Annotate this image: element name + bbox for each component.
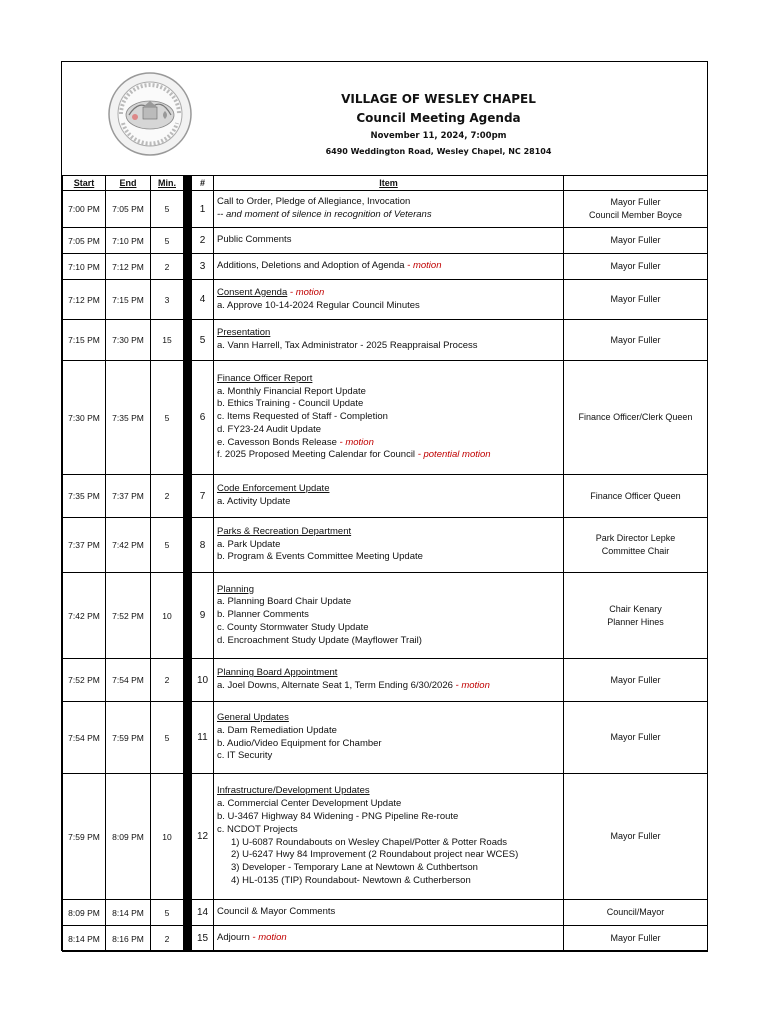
agenda-item-line: [217, 862, 563, 875]
separator-bar: [184, 475, 192, 518]
start-time: 7:00 PM: [63, 191, 106, 228]
agenda-item: [214, 361, 564, 475]
agenda-item-text: Additions, Deletions and Adoption of Agenda: [217, 260, 408, 272]
agenda-item-text: a. Dam Remediation Update: [217, 724, 337, 736]
agenda-item-text: Consent Agenda: [217, 286, 288, 298]
duration-minutes: 2: [151, 254, 184, 280]
agenda-item: [214, 518, 564, 573]
agenda-item-line: [217, 526, 563, 539]
presenter: [564, 774, 708, 900]
separator-bar: [184, 191, 192, 228]
agenda-item-text: a. Approve 10-14-2024 Regular Council Minutes: [217, 299, 420, 311]
presenter-name: Mayor Fuller: [610, 831, 661, 841]
agenda-item-line: [217, 551, 563, 564]
presenter-name: Mayor Fuller: [610, 294, 661, 304]
start-time: 7:12 PM: [63, 280, 106, 320]
agenda-row: [63, 475, 708, 518]
agenda-item-text: Infrastructure/Development Updates: [217, 785, 370, 797]
duration-minutes: 5: [151, 518, 184, 573]
item-number: 12: [192, 774, 214, 900]
agenda-item-line: [217, 932, 563, 945]
presenter: [564, 191, 708, 228]
agenda-item-line: [217, 411, 563, 424]
agenda-item-line: [217, 849, 563, 862]
agenda-item-line: [217, 622, 563, 635]
start-time: 8:14 PM: [63, 926, 106, 952]
agenda-item-line: [217, 584, 563, 597]
duration-minutes: 5: [151, 702, 184, 774]
separator-bar: [184, 900, 192, 926]
agenda-item: [214, 926, 564, 952]
agenda-item-line: [217, 260, 563, 273]
presenter-name: Council/Mayor: [606, 907, 665, 917]
item-number: 14: [192, 900, 214, 926]
agenda-row: [63, 228, 708, 254]
start-time: 7:05 PM: [63, 228, 106, 254]
agenda-item-text: Parks & Recreation Department: [217, 525, 352, 537]
agenda-item-line: [217, 340, 563, 353]
separator-bar: [184, 228, 192, 254]
presenter-name: Mayor Fuller: [610, 235, 661, 245]
item-number: 6: [192, 361, 214, 475]
end-time: 7:42 PM: [106, 518, 151, 573]
agenda-row: [63, 926, 708, 952]
start-time: 7:37 PM: [63, 518, 106, 573]
agenda-item-text: d. Encroachment Study Update (Mayflower Trail): [217, 634, 422, 646]
item-number: 2: [192, 228, 214, 254]
agenda-item-text: b. U-3467 Highway 84 Widening - PNG Pipeline Re-route: [217, 810, 459, 822]
agenda-row: [63, 774, 708, 900]
agenda-table: [62, 175, 708, 952]
item-number: 5: [192, 320, 214, 361]
presenter: [564, 361, 708, 475]
separator-bar: [184, 926, 192, 952]
agenda-item-line: [217, 483, 563, 496]
duration-minutes: 10: [151, 774, 184, 900]
duration-minutes: 5: [151, 228, 184, 254]
agenda-item-line: [217, 437, 563, 450]
meeting-address: 6490 Weddington Road, Wesley Chapel, NC 28104: [325, 147, 552, 156]
end-time: 7:54 PM: [106, 659, 151, 702]
presenter: [564, 254, 708, 280]
agenda-item-text: 2) U-6247 Hwy 84 Improvement (2 Roundabout project near WCES): [231, 849, 519, 861]
separator-bar: [184, 702, 192, 774]
agenda-item-text: a. Activity Update: [217, 496, 291, 507]
agenda-item-text: Council & Mayor Comments: [217, 906, 336, 918]
agenda-item-line: [217, 287, 563, 300]
presenter-name: Committee Chair: [601, 546, 670, 556]
agenda-item-text: Call to Order, Pledge of Allegiance, Invocation: [217, 196, 411, 208]
agenda-item-line: [217, 496, 563, 509]
agenda-item: [214, 320, 564, 361]
presenter: [564, 573, 708, 659]
presenter-name: Mayor Fuller: [610, 261, 661, 271]
agenda-item-text: b. Program & Events Committee Meeting Update: [217, 551, 423, 563]
agenda-item-text: a. Joel Downs, Alternate Seat 1, Term Ending 6/30/2026: [217, 680, 456, 691]
start-time: 7:54 PM: [63, 702, 106, 774]
agenda-item-line: [217, 300, 563, 313]
presenter-name: Chair Kenary: [609, 603, 662, 614]
agenda-item-text: a. Planning Board Chair Update: [217, 596, 352, 608]
start-time: 7:52 PM: [63, 659, 106, 702]
column-item-header: Item: [214, 176, 564, 191]
agenda-item-text: 3) Developer - Temporary Lane at Newtown & Cuthbertson: [231, 862, 478, 874]
presenter: [564, 280, 708, 320]
agenda-row: [63, 900, 708, 926]
agenda-item-line: [217, 449, 563, 462]
presenter-name: Finance Officer Queen: [590, 490, 681, 501]
agenda-item-line: [217, 667, 563, 680]
agenda-item-line: [217, 373, 563, 386]
end-time: 7:15 PM: [106, 280, 151, 320]
presenter: [564, 475, 708, 518]
motion-label: - motion: [339, 436, 374, 448]
agenda-item-line: [217, 196, 563, 209]
motion-label: - motion: [252, 932, 287, 944]
village-title: VILLAGE OF WESLEY CHAPEL: [341, 92, 536, 106]
agenda-item-line: [217, 635, 563, 648]
duration-minutes: 2: [151, 659, 184, 702]
agenda-item-text: a. Vann Harrell, Tax Administrator - 2025 Reappraisal Process: [217, 340, 478, 351]
end-time: 7:05 PM: [106, 191, 151, 228]
agenda-item-line: [217, 824, 563, 837]
item-number: 10: [192, 659, 214, 702]
duration-minutes: 5: [151, 361, 184, 475]
agenda-item: [214, 573, 564, 659]
presenter-name: Mayor Fuller: [610, 334, 661, 345]
agenda-item-text: d. FY23-24 Audit Update: [217, 423, 322, 435]
agenda-item-line: [217, 837, 563, 850]
item-number: 15: [192, 926, 214, 952]
agenda-item-text: Planning: [217, 583, 254, 595]
presenter-name: Mayor Fuller: [610, 933, 661, 943]
column-number-header: #: [192, 176, 214, 191]
agenda-item-line: [217, 712, 563, 725]
agenda-row: [63, 361, 708, 475]
agenda-item-line: [217, 539, 563, 552]
column-start-header: Start: [63, 176, 106, 191]
presenter-name: Mayor Fuller: [610, 197, 661, 207]
agenda-item-line: [217, 798, 563, 811]
separator-bar: [184, 176, 192, 191]
agenda-item-line: [217, 209, 563, 222]
agenda-item-text: b. Planner Comments: [217, 609, 309, 621]
agenda-item: [214, 702, 564, 774]
duration-minutes: 5: [151, 900, 184, 926]
agenda-header-row: [63, 176, 708, 191]
agenda-sheet: [61, 61, 708, 951]
separator-bar: [184, 280, 192, 320]
agenda-item: [214, 228, 564, 254]
agenda-item-line: [217, 680, 563, 693]
presenter-name: Mayor Fuller: [610, 732, 661, 742]
separator-bar: [184, 573, 192, 659]
agenda-row: [63, 320, 708, 361]
agenda-item-line: [217, 398, 563, 411]
agenda-item-text: Public Comments: [217, 234, 292, 246]
end-time: 8:16 PM: [106, 926, 151, 952]
agenda-item: [214, 475, 564, 518]
agenda-item: [214, 774, 564, 900]
column-presenter-header: [564, 176, 708, 191]
separator-bar: [184, 320, 192, 361]
agenda-item-text: b. Audio/Video Equipment for Chamber: [217, 737, 382, 749]
presenter: [564, 926, 708, 952]
end-time: 8:14 PM: [106, 900, 151, 926]
agenda-item-line: [217, 750, 563, 763]
agenda-item-line: [217, 811, 563, 824]
presenter: [564, 659, 708, 702]
presenter: [564, 702, 708, 774]
agenda-row: [63, 280, 708, 320]
duration-minutes: 5: [151, 191, 184, 228]
end-time: 7:10 PM: [106, 228, 151, 254]
agenda-item-line: [217, 785, 563, 798]
motion-label: - motion: [407, 260, 442, 272]
agenda-item-line: [217, 725, 563, 738]
column-end-header: End: [106, 176, 151, 191]
agenda-item-text: e. Cavesson Bonds Release: [217, 436, 340, 448]
agenda-item-text: General Updates: [217, 711, 289, 723]
meeting-date: November 11, 2024, 7:00pm: [370, 131, 507, 141]
presenter: [564, 228, 708, 254]
agenda-row: [63, 518, 708, 573]
agenda-item-line: [217, 424, 563, 437]
agenda-row: [63, 702, 708, 774]
agenda-item-line: [217, 738, 563, 751]
agenda-item-text: c. IT Security: [217, 750, 273, 762]
presenter: [564, 320, 708, 361]
agenda-item-text: -- and moment of silence in recognition of Veterans: [217, 209, 432, 220]
separator-bar: [184, 254, 192, 280]
agenda-item: [214, 659, 564, 702]
motion-label: - potential motion: [417, 449, 491, 461]
agenda-item-line: [217, 234, 563, 247]
agenda-item-text: 4) HL-0135 (TIP) Roundabout- Newtown & Cutherberson: [231, 874, 471, 886]
start-time: 7:59 PM: [63, 774, 106, 900]
agenda-item-text: Code Enforcement Update: [217, 483, 330, 495]
agenda-item-text: Planning Board Appointment: [217, 667, 338, 679]
agenda-item-text: f. 2025 Proposed Meeting Calendar for Council: [217, 449, 418, 461]
agenda-item: [214, 254, 564, 280]
presenter: [564, 900, 708, 926]
start-time: 7:35 PM: [63, 475, 106, 518]
start-time: 7:42 PM: [63, 573, 106, 659]
agenda-item-text: Adjourn: [217, 932, 253, 944]
end-time: 7:59 PM: [106, 702, 151, 774]
end-time: 7:12 PM: [106, 254, 151, 280]
end-time: 7:35 PM: [106, 361, 151, 475]
agenda-item-line: [217, 609, 563, 622]
presenter-name: Finance Officer/Clerk Queen: [578, 412, 693, 422]
start-time: 7:30 PM: [63, 361, 106, 475]
agenda-item-text: Finance Officer Report: [217, 372, 313, 384]
agenda-item-text: 1) U-6087 Roundabouts on Wesley Chapel/Potter & Potter Roads: [231, 836, 508, 848]
duration-minutes: 2: [151, 475, 184, 518]
agenda-item-line: [217, 906, 563, 919]
agenda-item: [214, 280, 564, 320]
duration-minutes: 2: [151, 926, 184, 952]
item-number: 8: [192, 518, 214, 573]
agenda-item: [214, 191, 564, 228]
duration-minutes: 15: [151, 320, 184, 361]
agenda-item-text: a. Commercial Center Development Update: [217, 798, 402, 810]
column-min-header: Min.: [151, 176, 184, 191]
item-number: 9: [192, 573, 214, 659]
start-time: 7:15 PM: [63, 320, 106, 361]
duration-minutes: 10: [151, 573, 184, 659]
item-number: 4: [192, 280, 214, 320]
presenter-name: Park Director Lepke: [595, 533, 676, 543]
agenda-item-text: a. Park Update: [217, 538, 281, 550]
end-time: 7:30 PM: [106, 320, 151, 361]
agenda-item-line: [217, 327, 563, 340]
agenda-row: [63, 254, 708, 280]
agenda-item-line: [217, 386, 563, 399]
separator-bar: [184, 518, 192, 573]
separator-bar: [184, 774, 192, 900]
item-number: 3: [192, 254, 214, 280]
agenda-item-line: [217, 875, 563, 888]
agenda-item-line: [217, 596, 563, 609]
duration-minutes: 3: [151, 280, 184, 320]
motion-label: - motion: [287, 286, 325, 298]
end-time: 7:52 PM: [106, 573, 151, 659]
motion-label: - motion: [455, 680, 490, 691]
item-number: 7: [192, 475, 214, 518]
presenter-name: Planner Hines: [607, 616, 664, 627]
agenda-item-text: c. NCDOT Projects: [217, 823, 298, 835]
agenda-row: [63, 659, 708, 702]
agenda-row: [63, 573, 708, 659]
start-time: 8:09 PM: [63, 900, 106, 926]
agenda-row: [63, 191, 708, 228]
end-time: 8:09 PM: [106, 774, 151, 900]
start-time: 7:10 PM: [63, 254, 106, 280]
presenter-name: Council Member Boyce: [588, 210, 683, 220]
agenda-item-text: b. Ethics Training - Council Update: [217, 398, 364, 410]
agenda-item: [214, 900, 564, 926]
separator-bar: [184, 361, 192, 475]
presenter: [564, 518, 708, 573]
presenter-name: Mayor Fuller: [610, 674, 661, 685]
item-number: 1: [192, 191, 214, 228]
end-time: 7:37 PM: [106, 475, 151, 518]
item-number: 11: [192, 702, 214, 774]
agenda-item-text: c. Items Requested of Staff - Completion: [217, 411, 388, 423]
separator-bar: [184, 659, 192, 702]
agenda-title: Council Meeting Agenda: [356, 111, 521, 125]
village-seal-icon: [107, 71, 193, 157]
agenda-item-text: Presentation: [217, 327, 271, 339]
agenda-item-text: c. County Stormwater Study Update: [217, 621, 369, 633]
agenda-header: [62, 62, 707, 176]
agenda-item-text: a. Monthly Financial Report Update: [217, 385, 366, 397]
